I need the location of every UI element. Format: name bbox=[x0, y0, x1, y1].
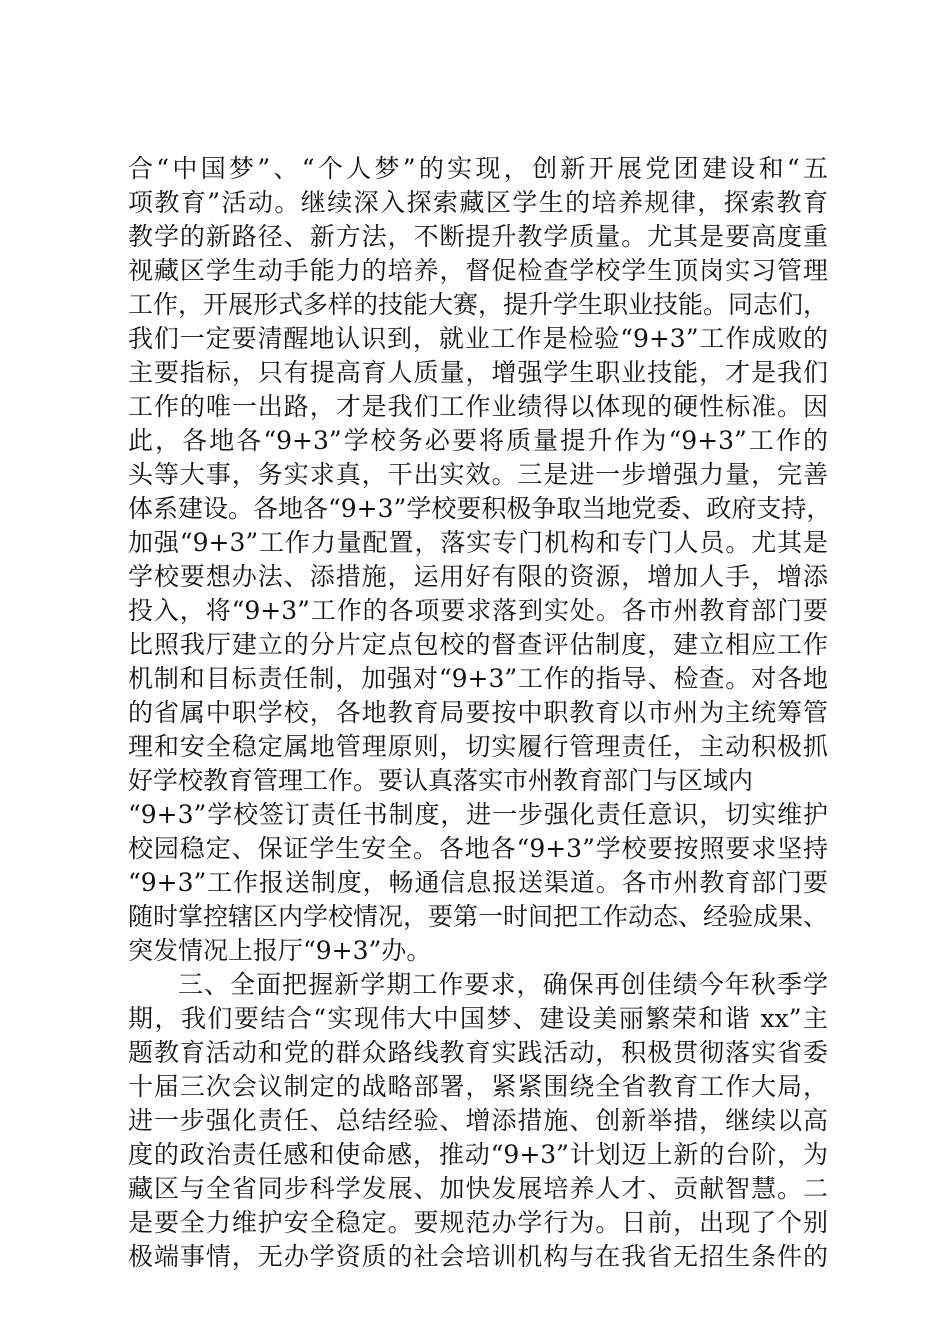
text-line: 极端事情，无办学资质的社会培训机构与在我省无招生条件的 bbox=[128, 1242, 828, 1271]
text-line: 题教育活动和党的群众路线教育实践活动，积极贯彻落实省委 bbox=[128, 1038, 828, 1067]
text-line: 合“中国梦”、“个人梦”的实现，创新开展党团建设和“五 bbox=[128, 154, 828, 183]
text-line: 工作的唯一出路，才是我们工作业绩得以体现的硬性标准。因 bbox=[128, 392, 828, 421]
text-line: 随时掌控辖区内学校情况，要第一时间把工作动态、经验成果、 bbox=[128, 902, 829, 931]
text-line: 度的政治责任感和使命感，推动“9+3”计划迈上新的台阶，为 bbox=[128, 1140, 828, 1169]
text-line: 藏区与全省同步科学发展、加快发展培养人才、贡献智慧。二 bbox=[128, 1174, 828, 1203]
text-line: 加强“9+3”工作力量配置，落实专门机构和专门人员。尤其是 bbox=[128, 528, 828, 557]
document-body bbox=[128, 152, 832, 1274]
text-line: 视藏区学生动手能力的培养，督促检查学校学生顶岗实习管理 bbox=[128, 256, 828, 285]
text-line: 十届三次会议制定的战略部署，紧紧围绕全省教育工作大局， bbox=[128, 1072, 828, 1101]
section-heading-line: 三、全面把握新学期工作要求，确保再创佳绩今年秋季学 bbox=[178, 970, 828, 999]
text-line: 比照我厅建立的分片定点包校的督查评估制度，建立相应工作 bbox=[128, 630, 828, 659]
text-line: 投入，将“9+3”工作的各项要求落到实处。各市州教育部门要 bbox=[128, 596, 828, 625]
text-line: 的省属中职学校，各地教育局要按中职教育以市州为主统筹管 bbox=[128, 698, 828, 727]
text-line: 工作，开展形式多样的技能大赛，提升学生职业技能。同志们， bbox=[128, 290, 829, 319]
text-line: 理和安全稳定属地管理原则，切实履行管理责任，主动积极抓 bbox=[128, 732, 828, 761]
text-line: 进一步强化责任、总结经验、增添措施、创新举措，继续以高 bbox=[128, 1106, 828, 1135]
text-line: 体系建设。各地各“9+3”学校要积极争取当地党委、政府支持， bbox=[128, 494, 832, 523]
text-line: “9+3”工作报送制度，畅通信息报送渠道。各市州教育部门要 bbox=[128, 868, 828, 897]
text-line: 校园稳定、保证学生安全。各地各“9+3”学校要按照要求坚持 bbox=[128, 834, 828, 863]
text-line: 教学的新路径、新方法，不断提升教学质量。尤其是要高度重 bbox=[128, 222, 828, 251]
text-line: 主要指标，只有提高育人质量，增强学生职业技能，才是我们 bbox=[128, 358, 828, 387]
text-line: 头等大事，务实求真，干出实效。三是进一步增强力量，完善 bbox=[128, 460, 828, 489]
text-line: 我们一定要清醒地认识到，就业工作是检验“9+3”工作成败的 bbox=[128, 324, 828, 353]
text-line: 项教育”活动。继续深入探索藏区学生的培养规律，探索教育 bbox=[128, 188, 828, 217]
text-line: 期，我们要结合“实现伟大中国梦、建设美丽繁荣和谐 xx”主 bbox=[128, 1004, 828, 1033]
text-line: 学校要想办法、添措施，运用好有限的资源，增加人手，增添 bbox=[128, 562, 828, 591]
paragraph-end-line: 突发情况上报厅“9+3”办。 bbox=[128, 936, 432, 965]
text-line: 此，各地各“9+3”学校务必要将质量提升作为“9+3”工作的 bbox=[128, 426, 828, 455]
text-line: “9+3”学校签订责任书制度，进一步强化责任意识，切实维护 bbox=[128, 800, 828, 829]
text-line: 好学校教育管理工作。要认真落实市州教育部门与区域内 bbox=[128, 766, 754, 795]
text-line: 机制和目标责任制，加强对“9+3”工作的指导、检查。对各地 bbox=[128, 664, 828, 693]
text-line: 是要全力维护安全稳定。要规范办学行为。日前，出现了个别 bbox=[128, 1208, 828, 1237]
